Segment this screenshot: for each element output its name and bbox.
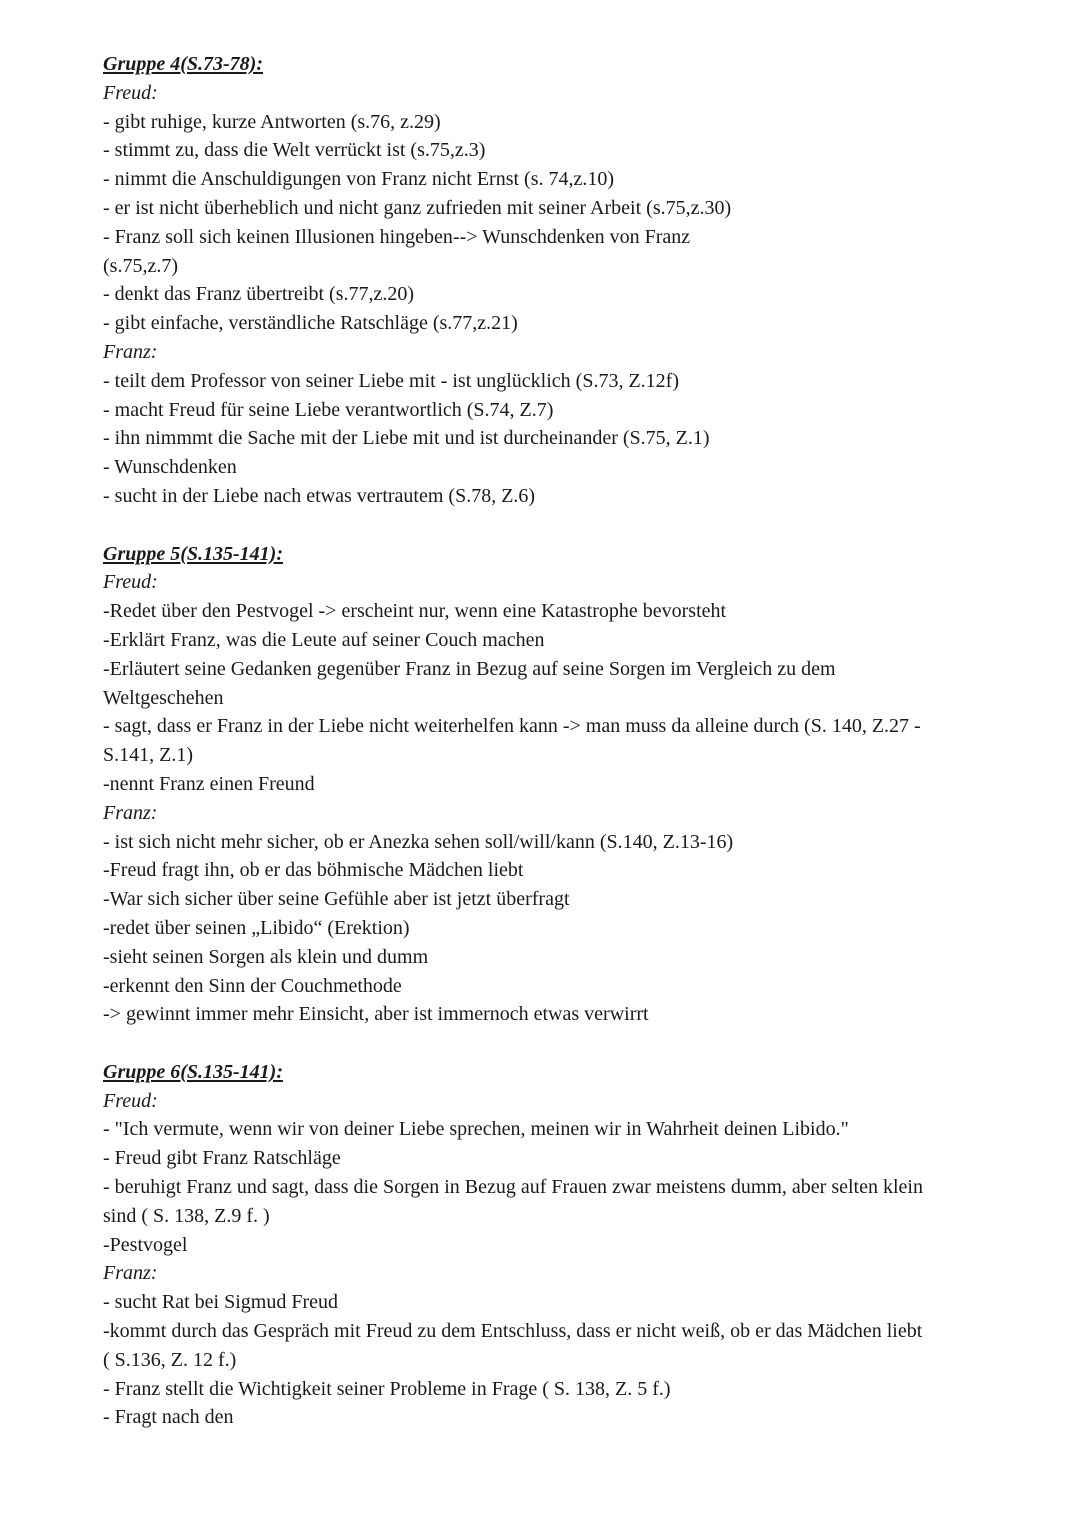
speaker-label: Freud:	[103, 571, 158, 594]
note-line: - Wunschdenken	[103, 456, 237, 479]
note-line: -sieht seinen Sorgen als klein und dumm	[103, 945, 429, 968]
note-line: -kommt durch das Gespräch mit Freud zu dem Entschluss, dass er nicht weiß, ob er das Mädchen liebt	[103, 1320, 923, 1343]
note-line: - Fragt nach den	[103, 1406, 234, 1429]
note-line: - gibt einfache, verständliche Ratschläge (s.77,z.21)	[103, 312, 518, 335]
group-heading: Gruppe 6(S.135-141):	[103, 1060, 283, 1083]
note-line: S.141, Z.1)	[103, 744, 193, 767]
speaker-label: Freud:	[103, 1089, 158, 1112]
note-line: - teilt dem Professor von seiner Liebe mit - ist unglücklich (S.73, Z.12f)	[103, 369, 679, 392]
group-block	[103, 1058, 1003, 1432]
note-line: - beruhigt Franz und sagt, dass die Sorgen in Bezug auf Frauen zwar meistens dumm, aber selten klein	[103, 1176, 923, 1199]
group-heading: Gruppe 5(S.135-141):	[103, 542, 283, 565]
note-line: - Freud gibt Franz Ratschläge	[103, 1147, 341, 1170]
speaker-label: Freud:	[103, 81, 158, 104]
note-line: - Franz stellt die Wichtigkeit seiner Probleme in Frage ( S. 138, Z. 5 f.)	[103, 1377, 671, 1400]
note-line: - gibt ruhige, kurze Antworten (s.76, z.29)	[103, 110, 441, 133]
note-line: Weltgeschehen	[103, 686, 224, 709]
document-page	[103, 50, 1003, 1461]
note-line: -redet über seinen „Libido“ (Erektion)	[103, 916, 410, 939]
note-line: -Pestvogel	[103, 1233, 188, 1256]
group-block	[103, 540, 1003, 1030]
note-line: -nennt Franz einen Freund	[103, 772, 315, 795]
note-line: - sagt, dass er Franz in der Liebe nicht weiterhelfen kann -> man muss da alleine durch (S. 140, Z.27 -	[103, 715, 921, 738]
note-line: - er ist nicht überheblich und nicht ganz zufrieden mit seiner Arbeit (s.75,z.30)	[103, 196, 732, 219]
note-line: (s.75,z.7)	[103, 254, 178, 277]
note-line: - "Ich vermute, wenn wir von deiner Liebe sprechen, meinen wir in Wahrheit deinen Libido."	[103, 1118, 849, 1141]
note-line: - denkt das Franz übertreibt (s.77,z.20)	[103, 283, 415, 306]
group-heading: Gruppe 4(S.73-78):	[103, 53, 263, 75]
note-line: -> gewinnt immer mehr Einsicht, aber ist immernoch etwas verwirrt	[103, 1003, 649, 1026]
note-line: - nimmt die Anschuldigungen von Franz nicht Ernst (s. 74,z.10)	[103, 168, 615, 191]
note-line: - ist sich nicht mehr sicher, ob er Anezka sehen soll/will/kann (S.140, Z.13-16)	[103, 830, 734, 853]
speaker-label: Franz:	[103, 340, 158, 363]
note-line: -Freud fragt ihn, ob er das böhmische Mädchen liebt	[103, 859, 524, 882]
speaker-label: Franz:	[103, 801, 158, 824]
note-line: - sucht in der Liebe nach etwas vertrautem (S.78, Z.6)	[103, 484, 536, 507]
group-block	[103, 50, 1003, 511]
note-line: - ihn nimmmt die Sache mit der Liebe mit und ist durcheinander (S.75, Z.1)	[103, 427, 710, 450]
note-line: - sucht Rat bei Sigmud Freud	[103, 1291, 338, 1314]
note-line: - stimmt zu, dass die Welt verrückt ist (s.75,z.3)	[103, 139, 486, 162]
note-line: -Erläutert seine Gedanken gegenüber Franz in Bezug auf seine Sorgen im Vergleich zu dem	[103, 657, 836, 680]
note-line: - Franz soll sich keinen Illusionen hingeben--> Wunschdenken von Franz	[103, 225, 691, 248]
note-line: -Erklärt Franz, was die Leute auf seiner Couch machen	[103, 628, 545, 651]
note-line: -War sich sicher über seine Gefühle aber ist jetzt überfragt	[103, 888, 570, 911]
note-line: -Redet über den Pestvogel -> erscheint nur, wenn eine Katastrophe bevorsteht	[103, 600, 727, 623]
note-line: ( S.136, Z. 12 f.)	[103, 1348, 237, 1371]
note-line: sind ( S. 138, Z.9 f. )	[103, 1204, 270, 1227]
speaker-label: Franz:	[103, 1262, 158, 1285]
note-line: -erkennt den Sinn der Couchmethode	[103, 974, 402, 997]
note-line: - macht Freud für seine Liebe verantwortlich (S.74, Z.7)	[103, 398, 554, 421]
